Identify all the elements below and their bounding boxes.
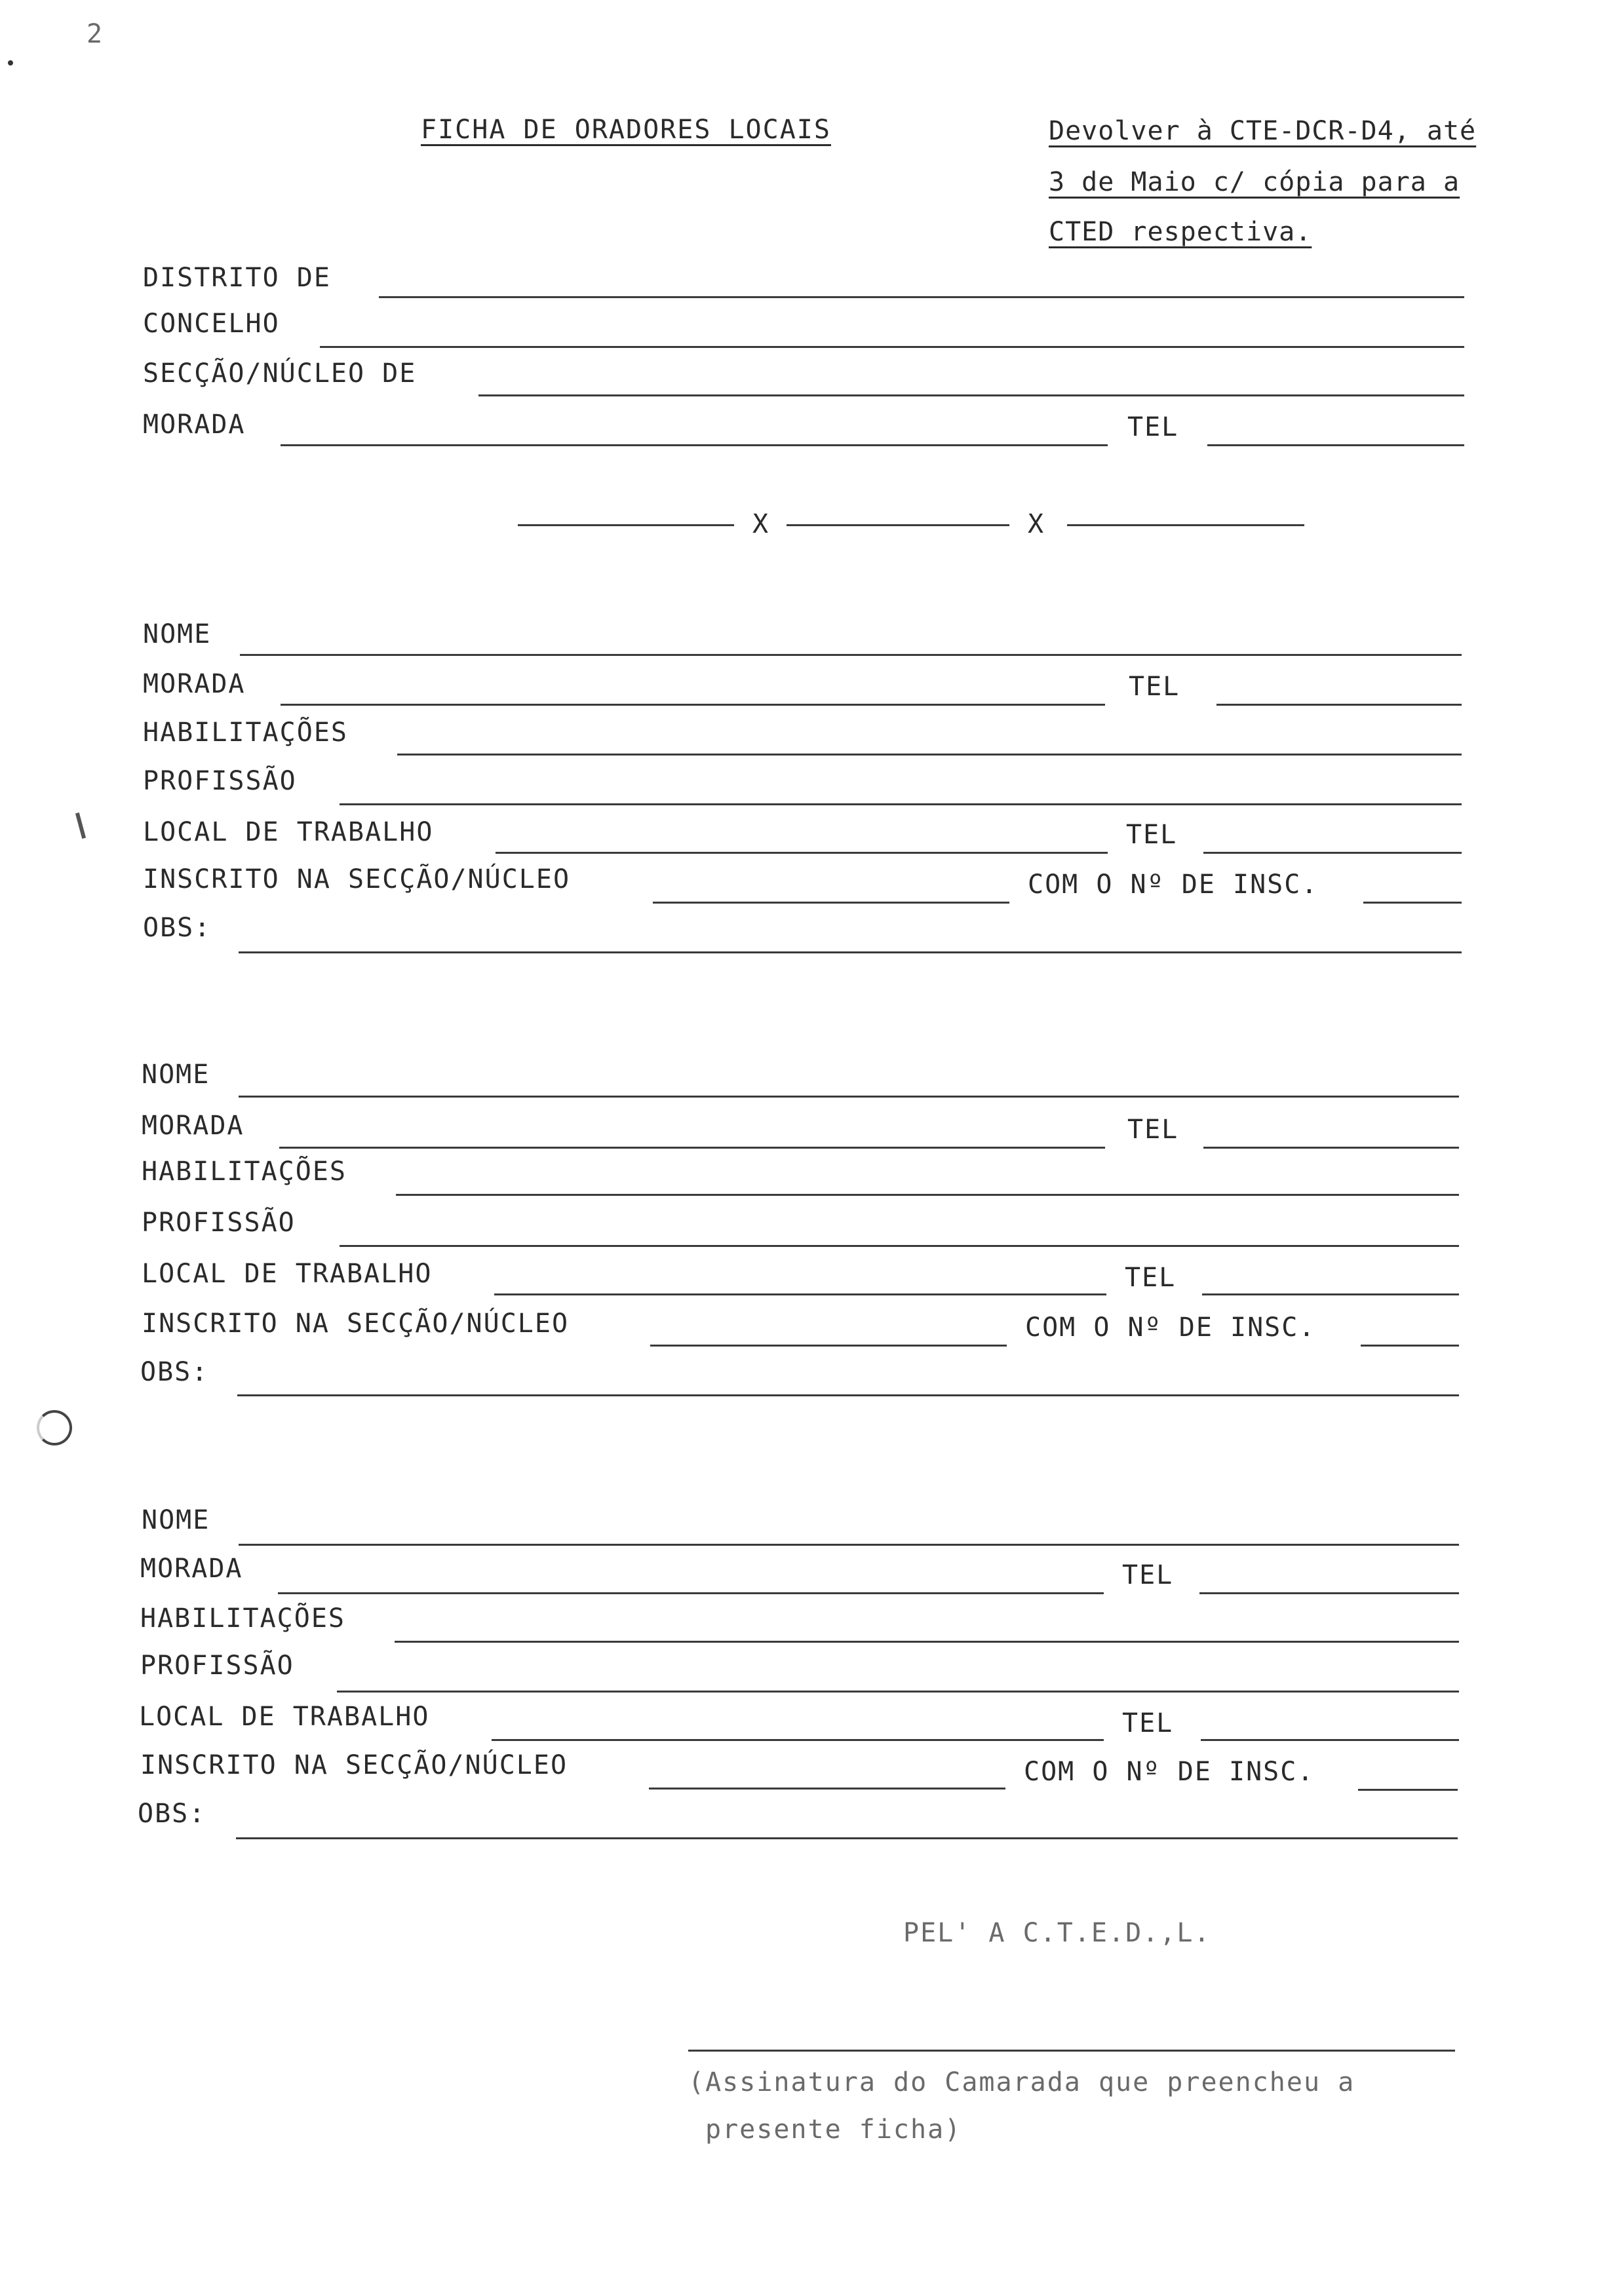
tel-label: TEL bbox=[1127, 412, 1179, 442]
tel-field[interactable] bbox=[1199, 1592, 1459, 1594]
morada-field[interactable] bbox=[281, 704, 1105, 706]
return-instruction-line-3: CTED respectiva. bbox=[1049, 217, 1312, 247]
page-number: 2 bbox=[87, 19, 104, 49]
obs-field[interactable] bbox=[237, 1394, 1459, 1396]
tel-field[interactable] bbox=[1207, 444, 1464, 446]
distrito-field[interactable] bbox=[379, 296, 1464, 298]
profissao-label: PROFISSÃO bbox=[140, 1651, 294, 1681]
separator-mark: X bbox=[752, 509, 769, 539]
return-instruction-line-2: 3 de Maio c/ cópia para a bbox=[1049, 167, 1460, 197]
signature-caption: presente ficha) bbox=[705, 2114, 962, 2145]
num-inscricao-label: COM O Nº DE INSC. bbox=[1028, 870, 1319, 900]
nome-field[interactable] bbox=[240, 654, 1462, 656]
obs-label: OBS: bbox=[138, 1799, 206, 1829]
nome-field[interactable] bbox=[239, 1544, 1459, 1546]
separator-line bbox=[787, 524, 1009, 526]
concelho-label: CONCELHO bbox=[143, 309, 280, 339]
habilitacoes-label: HABILITAÇÕES bbox=[140, 1603, 345, 1634]
morada-label: MORADA bbox=[140, 1554, 243, 1584]
num-inscricao-label: COM O Nº DE INSC. bbox=[1024, 1757, 1315, 1787]
tel-label: TEL bbox=[1125, 1263, 1177, 1293]
morada-field[interactable] bbox=[278, 1592, 1104, 1594]
signature-field[interactable] bbox=[688, 2050, 1455, 2052]
pela-cted-label: PEL' A C.T.E.D.,L. bbox=[903, 1918, 1211, 1948]
profissao-label: PROFISSÃO bbox=[142, 1208, 296, 1238]
obs-label: OBS: bbox=[140, 1357, 209, 1387]
local-trabalho-label: LOCAL DE TRABALHO bbox=[143, 817, 434, 847]
profissao-field[interactable] bbox=[337, 1691, 1459, 1693]
scan-mark bbox=[75, 813, 86, 839]
tel-label: TEL bbox=[1126, 820, 1178, 850]
nome-label: NOME bbox=[142, 1060, 210, 1090]
inscrito-label: INSCRITO NA SECÇÃO/NÚCLEO bbox=[140, 1750, 568, 1780]
morada-field[interactable] bbox=[279, 1147, 1105, 1149]
tel-label: TEL bbox=[1129, 672, 1180, 702]
morada-field[interactable] bbox=[281, 444, 1108, 446]
obs-field[interactable] bbox=[236, 1837, 1458, 1839]
inscrito-field[interactable] bbox=[650, 1345, 1007, 1347]
tel-label: TEL bbox=[1127, 1115, 1179, 1145]
tel-field[interactable] bbox=[1216, 704, 1462, 706]
profissao-label: PROFISSÃO bbox=[143, 766, 297, 796]
return-instruction-line-1: Devolver à CTE-DCR-D4, até bbox=[1049, 116, 1477, 146]
profissao-field[interactable] bbox=[340, 803, 1462, 805]
inscrito-label: INSCRITO NA SECÇÃO/NÚCLEO bbox=[142, 1309, 570, 1339]
habilitacoes-label: HABILITAÇÕES bbox=[142, 1157, 347, 1187]
num-inscricao-label: COM O Nº DE INSC. bbox=[1025, 1312, 1316, 1343]
separator-line bbox=[1067, 524, 1304, 526]
habilitacoes-label: HABILITAÇÕES bbox=[143, 718, 348, 748]
local-trabalho-field[interactable] bbox=[494, 1293, 1106, 1295]
tel-field[interactable] bbox=[1202, 1293, 1459, 1295]
inscrito-field[interactable] bbox=[649, 1788, 1005, 1789]
inscrito-label: INSCRITO NA SECÇÃO/NÚCLEO bbox=[143, 864, 571, 894]
signature-caption: (Assinatura do Camarada que preencheu a bbox=[688, 2067, 1355, 2097]
habilitacoes-field[interactable] bbox=[396, 1194, 1459, 1196]
tel-label: TEL bbox=[1122, 1708, 1174, 1738]
nome-label: NOME bbox=[142, 1505, 210, 1535]
tel-field[interactable] bbox=[1203, 1147, 1459, 1149]
inscrito-field[interactable] bbox=[653, 902, 1009, 904]
nome-label: NOME bbox=[143, 619, 212, 649]
habilitacoes-field[interactable] bbox=[395, 1641, 1459, 1643]
distrito-label: DISTRITO DE bbox=[143, 263, 331, 293]
tel-field[interactable] bbox=[1201, 1739, 1459, 1741]
local-trabalho-field[interactable] bbox=[492, 1739, 1104, 1741]
separator-line bbox=[518, 524, 734, 526]
local-trabalho-field[interactable] bbox=[496, 852, 1108, 854]
morada-label: MORADA bbox=[143, 669, 246, 699]
habilitacoes-field[interactable] bbox=[397, 754, 1462, 756]
tel-field[interactable] bbox=[1203, 852, 1462, 854]
seccao-label: SECÇÃO/NÚCLEO DE bbox=[143, 358, 417, 389]
num-inscricao-field[interactable] bbox=[1361, 1345, 1459, 1347]
num-inscricao-field[interactable] bbox=[1358, 1789, 1458, 1791]
morada-label: MORADA bbox=[142, 1111, 244, 1141]
local-trabalho-label: LOCAL DE TRABALHO bbox=[142, 1259, 433, 1289]
tel-label: TEL bbox=[1122, 1560, 1174, 1590]
concelho-field[interactable] bbox=[320, 346, 1464, 348]
nome-field[interactable] bbox=[239, 1096, 1459, 1098]
form-title: FICHA DE ORADORES LOCAIS bbox=[421, 115, 831, 145]
obs-label: OBS: bbox=[143, 913, 212, 943]
scan-mark bbox=[8, 60, 13, 66]
profissao-field[interactable] bbox=[340, 1245, 1459, 1247]
punch-hole-mark bbox=[37, 1410, 72, 1445]
separator-mark: X bbox=[1028, 509, 1045, 539]
obs-field[interactable] bbox=[239, 951, 1462, 953]
seccao-field[interactable] bbox=[478, 394, 1464, 396]
morada-label: MORADA bbox=[143, 410, 246, 440]
local-trabalho-label: LOCAL DE TRABALHO bbox=[139, 1702, 430, 1732]
num-inscricao-field[interactable] bbox=[1363, 902, 1462, 904]
